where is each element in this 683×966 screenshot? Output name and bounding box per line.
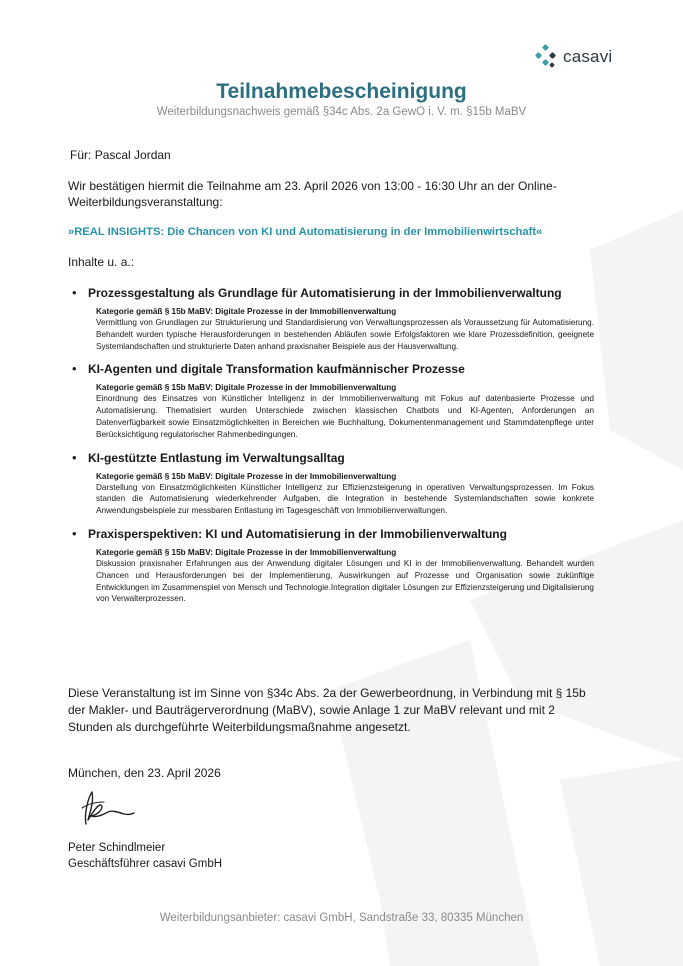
- casavi-logo: [533, 44, 612, 70]
- topic-item: [72, 450, 594, 517]
- recipient-label: Für:: [70, 148, 92, 162]
- page-title: Teilnahmebescheinigung: [216, 80, 467, 103]
- topic-description: Einordnung des Einsatzes von Künstlicher Intelligenz in der Immobilienverwaltung mit Fokus auf datenbasierte Prozesse und Automatisierung. Thematisiert wurden Unterschiede zwischen klassischen Chatbots und KI-Agenten, Anforderungen an Datenverfügbarkeit sowie Einsatzmöglichkeiten in Bereichen wie Buchhaltung, Dokumentenmanagement und Stammdatenpflege unter Berücksichtigung regulatorischer Rahmenbedingungen.: [96, 394, 594, 439]
- signer-name: Peter Schindlmeier: [68, 842, 166, 854]
- page-subtitle: Weiterbildungsnachweis gemäß §34c Abs. 2a GewO i. V. m. §15b MaBV: [156, 106, 527, 118]
- topic-title: KI-gestützte Entlastung im Verwaltungsalltag: [88, 450, 345, 465]
- topic-category: Kategorie gemäß § 15b MaBV: Digitale Prozesse in der Immobilienverwaltung: [96, 307, 397, 316]
- topic-category: Kategorie gemäß § 15b MaBV: Digitale Prozesse in der Immobilienverwaltung: [96, 471, 397, 481]
- topic-description: Vermittlung von Grundlagen zur Strukturierung und Standardisierung von Verwaltungsprozessen als Voraussetzung für Automatisierung. Behandelt wurden typische Herausforderungen in bestehenden Abläufen sowie Erfolgsfaktoren wie klare Prozessdefinition, geeignete Systemlandschaften und strukturierte Daten anhand praxisnaher Beispiele aus der Hausverwaltung.: [96, 318, 594, 351]
- topic-item: [72, 361, 594, 440]
- topic-description: Diskussion praxisnaher Erfahrungen aus der Anwendung digitaler Lösungen und KI in der Immobilienverwaltung. Behandelt wurden Chancen und Herausforderungen bei der Implementierung, Auswirkungen auf Prozesse und Organisation sowie zukünftige Entwicklungen im Zusammenspiel von Mensch und Technologie.Integration digitaler Lösungen zur Effizienzsteigerung und Digitalisierung von Verwalterprozessen.: [96, 558, 594, 604]
- intro-text: Wir bestätigen hiermit die Teilnahme am 23. April 2026 von 13:00 - 16:30 Uhr an der Online-Weiterbildungsveranstaltung:: [68, 179, 557, 209]
- logo-wordmark: casavi: [563, 47, 613, 66]
- event-title: »REAL INSIGHTS: Die Chancen von KI und Automatisierung in der Immobilienwirtschaft«: [68, 226, 543, 238]
- signer-role: Geschäftsführer casavi GmbH: [68, 858, 223, 870]
- recipient-name: Pascal Jordan: [94, 148, 171, 162]
- bullet-icon: •: [72, 285, 77, 300]
- place-date: München, den 23. April 2026: [68, 766, 221, 780]
- bullet-icon: •: [72, 525, 77, 541]
- bullet-icon: •: [72, 361, 77, 377]
- bullet-icon: •: [72, 449, 77, 465]
- topic-item: [72, 285, 594, 352]
- recipient-line: [70, 148, 171, 162]
- casavi-logo-icon: [533, 44, 559, 70]
- topic-item: [72, 526, 594, 605]
- topic-title: Praxisperspektiven: KI und Automatisierung in der Immobilienverwaltung: [88, 526, 507, 541]
- legal-statement: Diese Veranstaltung ist im Sinne von §34c Abs. 2a der Gewerbeordnung, in Verbindung mit § 15b der Makler- und Bauträgerverordnung (MaBV), sowie Anlage 1 zur MaBV relevant und mit 2 Stunden als durchgeführte Weiterbildungsmaßnahme angesetzt.: [68, 686, 586, 734]
- contents-label: Inhalte u. a.:: [68, 255, 135, 269]
- topics-list: [72, 285, 594, 614]
- footer-provider: Weiterbildungsanbieter: casavi GmbH, Sandstraße 33, 80335 München: [159, 912, 524, 924]
- topic-description: Darstellung von Einsatzmöglichkeiten Künstlicher Intelligenz zur Effizienzsteigerung in operativen Verwaltungsprozessen. Im Fokus standen die Automatisierung wiederkehrender Aufgaben, die Integration in bestehende Systemlandschaften sowie konkrete Anwendungsbeispiele zur messbaren Entlastung im Tagesgeschäft von Immobilienverwaltungen.: [96, 482, 594, 516]
- topic-title: KI-Agenten und digitale Transformation kaufmännischer Prozesse: [88, 362, 465, 377]
- topic-category: Kategorie gemäß § 15b MaBV: Digitale Prozesse in der Immobilienverwaltung: [96, 383, 397, 393]
- topic-category: Kategorie gemäß § 15b MaBV: Digitale Prozesse in der Immobilienverwaltung: [96, 547, 397, 557]
- topic-title: Prozessgestaltung als Grundlage für Automatisierung in der Immobilienverwaltung: [88, 286, 562, 300]
- signature-image: [78, 788, 138, 828]
